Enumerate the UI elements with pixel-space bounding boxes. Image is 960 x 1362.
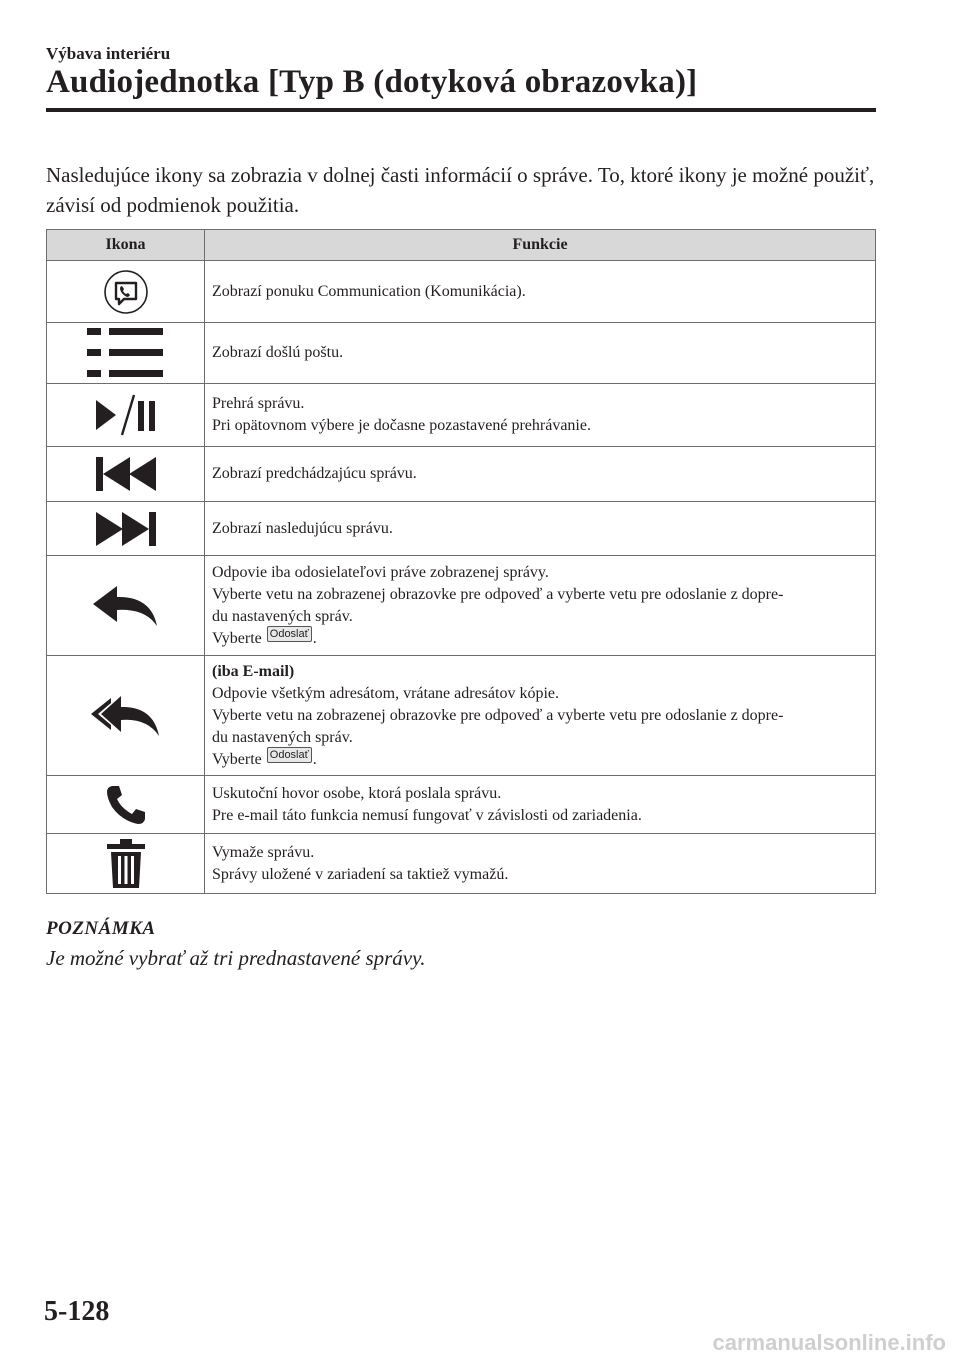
intro-paragraph: Nasledujúce ikony sa zobrazia v dolnej časti informácií o správe. To, ktoré ikony je možné použiť, závisí od podmienok použitia. xyxy=(46,163,875,217)
select-suffix: . xyxy=(312,750,317,768)
row-text: Odpovie všetkým adresátom, vrátane adresátov kópie. xyxy=(212,684,559,702)
row-text: Správy uložené v zariadení sa taktiež vymažú. xyxy=(212,865,509,883)
table-row xyxy=(47,656,876,776)
select-suffix: . xyxy=(312,629,317,647)
icon-function-table xyxy=(46,229,876,894)
row-text: du nastavených správ. xyxy=(212,728,353,746)
row-text: Zobrazí ponuku Communication (Komunikácia). xyxy=(212,282,526,300)
section-label: Výbava interiéru xyxy=(46,44,171,63)
next-icon xyxy=(94,510,158,548)
column-header-function: Funkcie xyxy=(205,230,876,261)
select-instruction xyxy=(212,749,867,771)
title-rule xyxy=(46,108,876,112)
list-icon xyxy=(85,326,167,380)
row-text: Vyberte vetu na zobrazenej obrazovke pre odpoveď a vyberte vetu pre odoslanie z dopre- xyxy=(212,585,784,603)
row-text: Uskutoční hovor osobe, ktorá poslala správu. xyxy=(212,784,502,802)
table-row xyxy=(47,323,876,384)
table-row xyxy=(47,447,876,502)
row-text: Zobrazí došlú poštu. xyxy=(212,344,344,361)
send-button-label: Odoslať xyxy=(267,747,312,763)
table-row xyxy=(47,556,876,656)
table-row xyxy=(47,384,876,447)
row-text: Vymaže správu. xyxy=(212,843,315,861)
row-text: Pre e-mail táto funkcia nemusí fungovať v závislosti od zariadenia. xyxy=(212,806,642,824)
table-row xyxy=(47,261,876,323)
row-text: du nastavených správ. xyxy=(212,607,353,625)
communication-icon xyxy=(102,269,150,315)
watermark: carmanualsonline.info xyxy=(712,1330,946,1355)
previous-icon xyxy=(94,455,158,493)
row-text: Pri opätovnom výbere je dočasne pozastavené prehrávanie. xyxy=(212,417,591,434)
row-text: Prehrá správu. xyxy=(212,395,305,412)
row-text: Zobrazí predchádzajúcu správu. xyxy=(212,465,417,482)
reply-icon xyxy=(91,584,161,628)
table-row xyxy=(47,834,876,894)
trash-icon xyxy=(105,838,147,890)
note-title: POZNÁMKA xyxy=(46,918,156,939)
page-number: 5-128 xyxy=(44,1296,110,1327)
table-row xyxy=(47,776,876,834)
table-header-row xyxy=(47,230,876,261)
note-text: Je možné vybrať až tri prednastavené správy. xyxy=(46,946,426,970)
page-title: Audiojednotka [Typ B (dotyková obrazovka)] xyxy=(46,64,698,100)
play-pause-icon xyxy=(94,393,158,437)
row-heading: (iba E-mail) xyxy=(212,662,295,680)
row-text: Vyberte vetu na zobrazenej obrazovke pre odpoveď a vyberte vetu pre odoslanie z dopre- xyxy=(212,706,784,724)
column-header-icon: Ikona xyxy=(47,230,205,261)
select-prefix: Vyberte xyxy=(212,629,262,647)
select-prefix: Vyberte xyxy=(212,750,262,768)
select-instruction xyxy=(212,628,867,650)
send-button-label: Odoslať xyxy=(267,626,312,642)
row-text: Odpovie iba odosielateľovi práve zobrazenej správy. xyxy=(212,563,549,581)
phone-icon xyxy=(104,783,148,827)
row-text: Zobrazí nasledujúcu správu. xyxy=(212,519,393,537)
table-row xyxy=(47,502,876,556)
reply-all-icon xyxy=(89,694,163,738)
